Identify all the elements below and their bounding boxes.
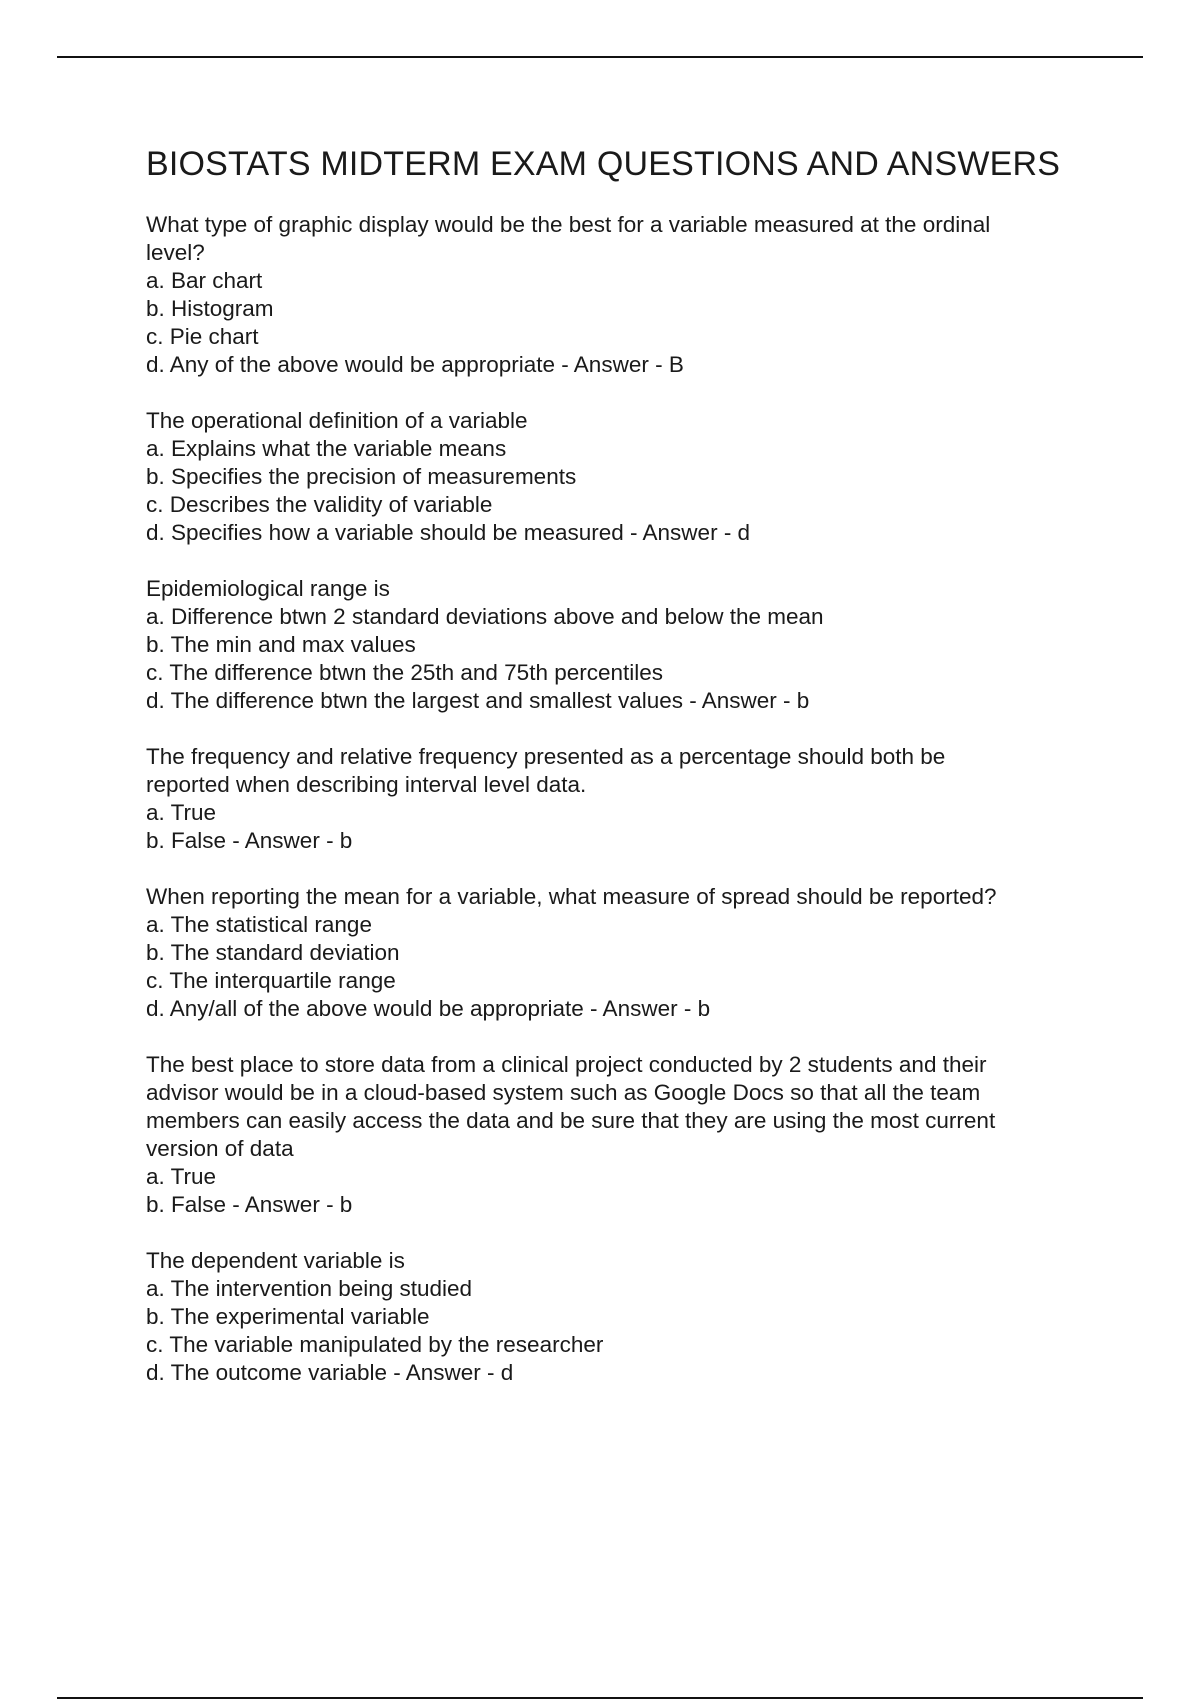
answer-option: b. The min and max values <box>146 632 416 657</box>
top-rule <box>57 56 1143 58</box>
answer-option: a. Bar chart <box>146 268 263 293</box>
question-text: version of data <box>146 1136 294 1161</box>
document-title: BIOSTATS MIDTERM EXAM QUESTIONS AND ANSWERS <box>146 145 1061 183</box>
answer-option: c. Pie chart <box>146 324 259 349</box>
answer-option: b. Specifies the precision of measurements <box>146 464 577 489</box>
question-text: members can easily access the data and be sure that they are using the most current <box>146 1108 996 1133</box>
answer-option: c. Describes the validity of variable <box>146 492 493 517</box>
question-block <box>146 575 1081 715</box>
answer-option: a. Explains what the variable means <box>146 436 507 461</box>
question-block <box>146 883 1081 1023</box>
answer-option: a. True <box>146 800 217 825</box>
answer-option: d. Any of the above would be appropriate - Answer - B <box>146 352 684 377</box>
answer-option: d. The difference btwn the largest and smallest values - Answer - b <box>146 688 810 713</box>
question-block <box>146 211 1081 379</box>
answer-option: c. The interquartile range <box>146 968 396 993</box>
answer-option: b. False - Answer - b <box>146 828 353 853</box>
question-text: The operational definition of a variable <box>146 408 528 433</box>
question-block <box>146 1051 1081 1219</box>
question-block <box>146 743 1081 855</box>
question-text: level? <box>146 240 205 265</box>
document-body <box>146 143 1081 1415</box>
answer-option: c. The variable manipulated by the researcher <box>146 1332 604 1357</box>
question-block <box>146 1247 1081 1387</box>
question-text: What type of graphic display would be the best for a variable measured at the ordinal <box>146 212 991 237</box>
answer-option: a. Difference btwn 2 standard deviations above and below the mean <box>146 604 824 629</box>
answer-option: d. Any/all of the above would be appropriate - Answer - b <box>146 996 711 1021</box>
question-text: The best place to store data from a clinical project conducted by 2 students and their <box>146 1052 987 1077</box>
question-text: Epidemiological range is <box>146 576 390 601</box>
answer-option: a. The intervention being studied <box>146 1276 473 1301</box>
question-text: The dependent variable is <box>146 1248 405 1273</box>
question-text: reported when describing interval level data. <box>146 772 587 797</box>
answer-option: b. Histogram <box>146 296 274 321</box>
question-text: When reporting the mean for a variable, what measure of spread should be reported? <box>146 884 997 909</box>
question-text: The frequency and relative frequency presented as a percentage should both be <box>146 744 946 769</box>
answer-option: d. The outcome variable - Answer - d <box>146 1360 514 1385</box>
answer-option: d. Specifies how a variable should be measured - Answer - d <box>146 520 751 545</box>
question-list <box>146 211 1081 1387</box>
question-text: advisor would be in a cloud-based system such as Google Docs so that all the team <box>146 1080 981 1105</box>
bottom-rule <box>57 1697 1143 1699</box>
answer-option: c. The difference btwn the 25th and 75th percentiles <box>146 660 664 685</box>
question-block <box>146 407 1081 547</box>
answer-option: a. The statistical range <box>146 912 372 937</box>
answer-option: a. True <box>146 1164 217 1189</box>
answer-option: b. The experimental variable <box>146 1304 430 1329</box>
answer-option: b. False - Answer - b <box>146 1192 353 1217</box>
answer-option: b. The standard deviation <box>146 940 400 965</box>
